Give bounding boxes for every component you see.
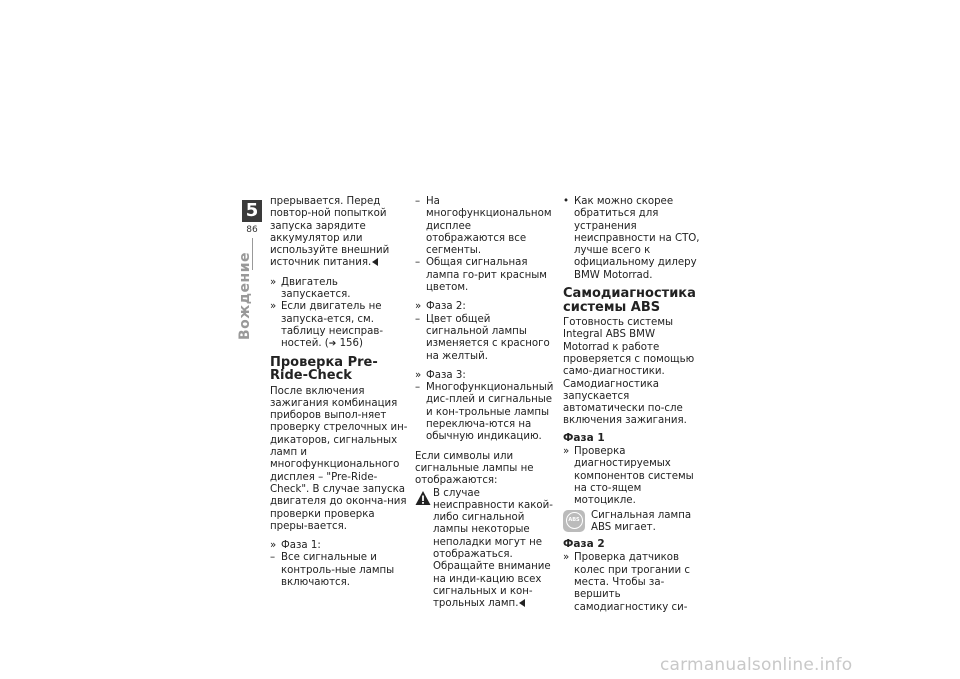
column-1 <box>270 196 408 589</box>
subsection-heading: Фаза 2 <box>563 538 605 551</box>
chapter-number: 5 <box>242 200 262 222</box>
phase-item: » Фаза 1: <box>270 540 321 552</box>
end-mark-icon <box>372 258 378 266</box>
column-3 <box>563 196 701 614</box>
page-number: 86 <box>246 225 258 235</box>
section-heading: Самодиагностика системы ABS <box>563 286 696 315</box>
step-item: » Проверка диагностируемых компонентов системы на сто-ящем мотоцикле. <box>563 446 694 507</box>
abs-indicator-row: ABS Сигнальная лампа ABS мигает. <box>563 510 701 535</box>
reference-arrow-icon: ➔ <box>328 339 337 350</box>
dash-item: – На многофункциональном дисплее отображаются все сегменты. <box>415 196 552 257</box>
phase-item: » Фаза 3: <box>415 369 466 381</box>
paragraph: После включения зажигания комбинация приборов выпол-няет проверку стрелочных ин-дикаторов, сигнальных ламп и многофункционального дисплея – "Pre-Ride-Check". В случае запуска двигателя до оконча-ния проверки проверка преры-вается. <box>270 385 408 532</box>
warning-triangle-icon <box>415 490 431 506</box>
chapter-title: Вождение <box>237 252 253 340</box>
step-item: » Проверка датчиков колес при трогании с места. Чтобы за-вершить самодиагностику си- <box>563 552 690 613</box>
warning-note: В случае неисправности какой-либо сигнальной лампы некоторые неполадки могут не отображаться. Обращайте внимание на инди-кацию всех сигнальных и кон-трольных ламп. <box>415 488 553 611</box>
bullet-item: • Как можно скорее обратиться для устранения неисправности на СТО, лучше всего к официальному дилеру BMW Motorrad. <box>563 196 700 281</box>
dash-item: – Цвет общей сигнальной лампы изменяется с красного на желтый. <box>415 313 550 362</box>
paragraph: Готовность системы Integral ABS BMW Motorrad к работе проверяется с помощью само-диагностики. Самодиагностика запускается автоматически по-сле включения зажигания. <box>563 317 695 427</box>
abs-warning-light-icon: ABS <box>563 510 585 532</box>
subsection-heading: Фаза 1 <box>563 431 605 444</box>
watermark: carmanualsonline.info <box>660 655 853 675</box>
result-item: » Двигатель запускается. <box>270 276 351 301</box>
dash-item: – Общая сигнальная лампа го-рит красным цветом. <box>415 257 547 294</box>
dash-item: – Многофункциональный дис-плей и сигнальные и кон-трольные лампы переключа-ются на обычную индикацию. <box>415 382 554 443</box>
paragraph: Если символы или сигнальные лампы не отображаются: <box>415 450 534 487</box>
phase-item: » Фаза 2: <box>415 301 466 313</box>
end-mark-icon <box>519 599 525 607</box>
result-item: » Если двигатель не запуска-ется, см. таблицу неисправ-ностей. (➔ 156) <box>270 301 383 350</box>
paragraph: прерывается. Перед повтор-ной попыткой запуска зарядите аккумулятор или используйте внешний источник питания. <box>270 196 390 269</box>
dash-item: – Все сигнальные и контроль-ные лампы включаются. <box>270 552 395 589</box>
section-heading: Проверка Pre-Ride-Check <box>270 354 378 384</box>
column-2 <box>415 196 553 611</box>
